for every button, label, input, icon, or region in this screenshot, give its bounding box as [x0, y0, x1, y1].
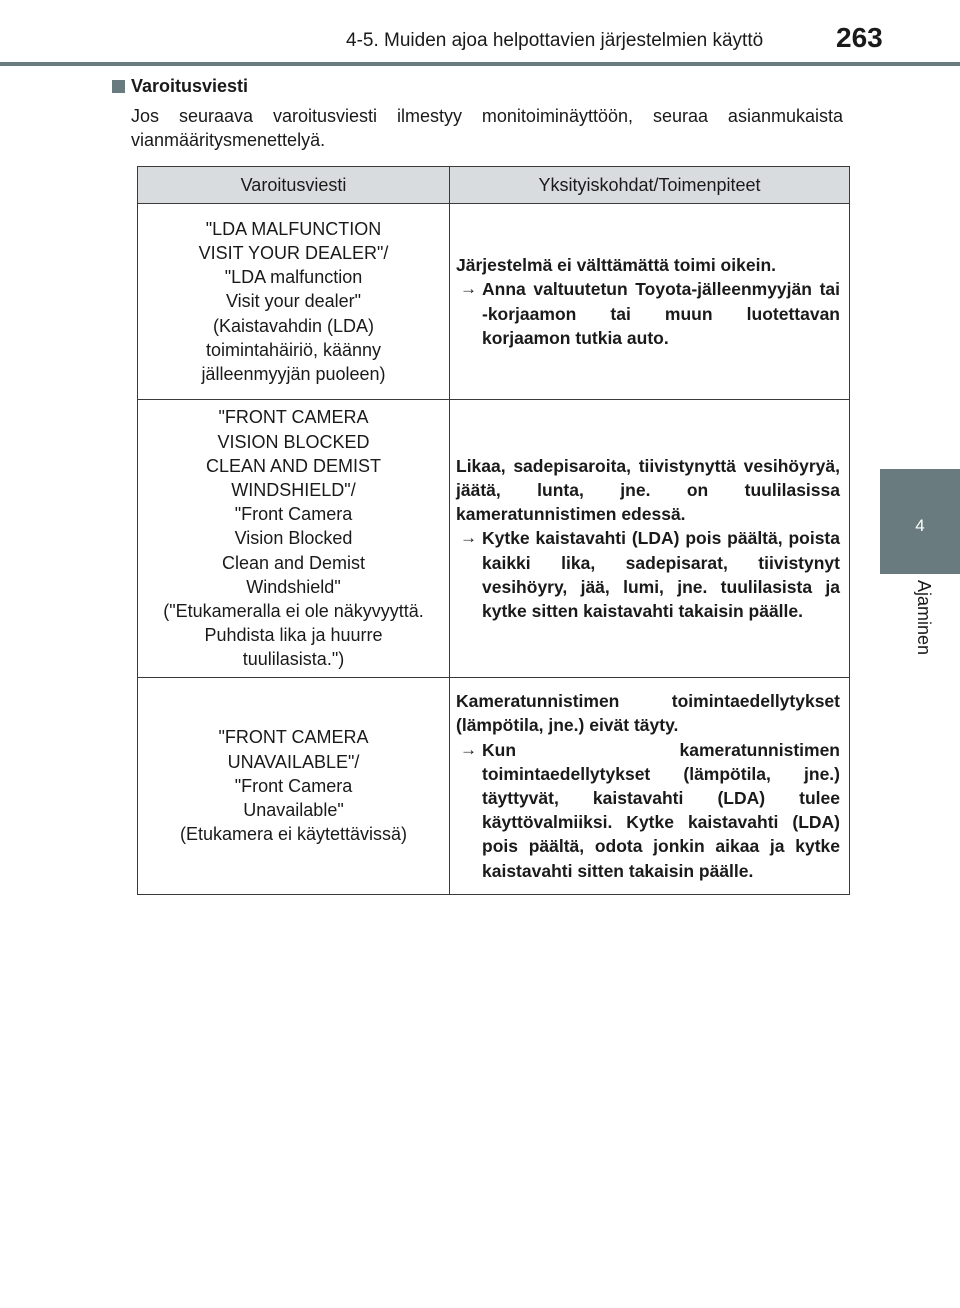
action-text: Kytke kaistavahti (LDA) pois päältä, poista kaikki lika, sadepisarat, tiivistynyt vesihöyry, jää, lumi, jne. tuulilasista ja kytke sitten kaistavahti takaisin päälle. — [482, 528, 840, 621]
warning-message-cell: "FRONT CAMERA VISION BLOCKED CLEAN AND DEMIST WINDSHIELD"/ "Front Camera Vision Blocked Clean and Demist Windshield" ("Etukameralla ei ole näkyvyyttä. Puhdista lika ja huurre tuulilasista.") — [138, 400, 450, 678]
action-item — [456, 526, 840, 623]
column-header-details: Yksityiskohdat/Toimenpiteet — [450, 167, 850, 204]
page-number: 263 — [836, 22, 883, 53]
arrow-right-icon: → — [460, 528, 477, 548]
chapter-tab-label: Ajaminen — [914, 580, 934, 656]
chapter-tab — [880, 469, 960, 574]
action-text: Anna valtuutetun Toyota-jälleenmyyjän tai -korjaamon tai muun luotettavan korjaamon tutkia auto. — [482, 279, 840, 348]
table-row — [138, 204, 850, 400]
warning-message-table — [137, 166, 850, 895]
chapter-tab-number: 4 — [915, 516, 925, 535]
details-cell — [450, 204, 850, 400]
section-heading-text: Varoitusviesti — [131, 76, 249, 96]
details-cell — [450, 400, 850, 678]
arrow-right-icon: → — [460, 739, 477, 759]
action-item — [456, 738, 840, 883]
detail-text: Kameratunnistimen toimintaedellytykset (lämpötila, jne.) eivät täyty. — [456, 691, 840, 736]
action-text: Kun kameratunnistimen toimintaedellytykset (lämpötila, jne.) täyttyvät, kaistavahti (LDA) tulee käyttövalmiiksi. Kytke kaistavahti (LDA) pois päältä, odota jonkin aikaa ja kytke kaistavahti sitten takaisin päälle. — [482, 739, 840, 881]
chapter-title: 4-5. Muiden ajoa helpottavien järjestelmien käyttö — [346, 30, 764, 51]
table-row — [138, 400, 850, 678]
table-row — [138, 678, 850, 895]
detail-text: Likaa, sadepisaroita, tiivistynyttä vesihöyryä, jäätä, lunta, jne. on tuulilasissa kameratunnistimen edessä. — [456, 455, 840, 525]
warning-message-cell: "LDA MALFUNCTION VISIT YOUR DEALER"/ "LDA malfunction Visit your dealer" (Kaistavahdin (LDA) toimintahäiriö, käänny jälleenmyyjän puoleen) — [138, 204, 450, 400]
header-divider — [0, 62, 960, 66]
warning-message-cell: "FRONT CAMERA UNAVAILABLE"/ "Front Camera Unavailable" (Etukamera ei käytettävissä) — [138, 678, 450, 895]
section-heading — [112, 76, 248, 97]
detail-text: Järjestelmä ei välttämättä toimi oikein. — [456, 255, 776, 276]
details-cell — [450, 678, 850, 895]
action-item — [456, 277, 840, 350]
arrow-right-icon: → — [460, 279, 477, 299]
table-header-row — [138, 167, 850, 204]
section-intro: Jos seuraava varoitusviesti ilmestyy monitoiminäyttöön, seuraa asianmukaista vianmääritysmenettelyä. — [131, 106, 843, 150]
square-bullet-icon — [112, 80, 125, 93]
column-header-message: Varoitusviesti — [138, 167, 450, 204]
